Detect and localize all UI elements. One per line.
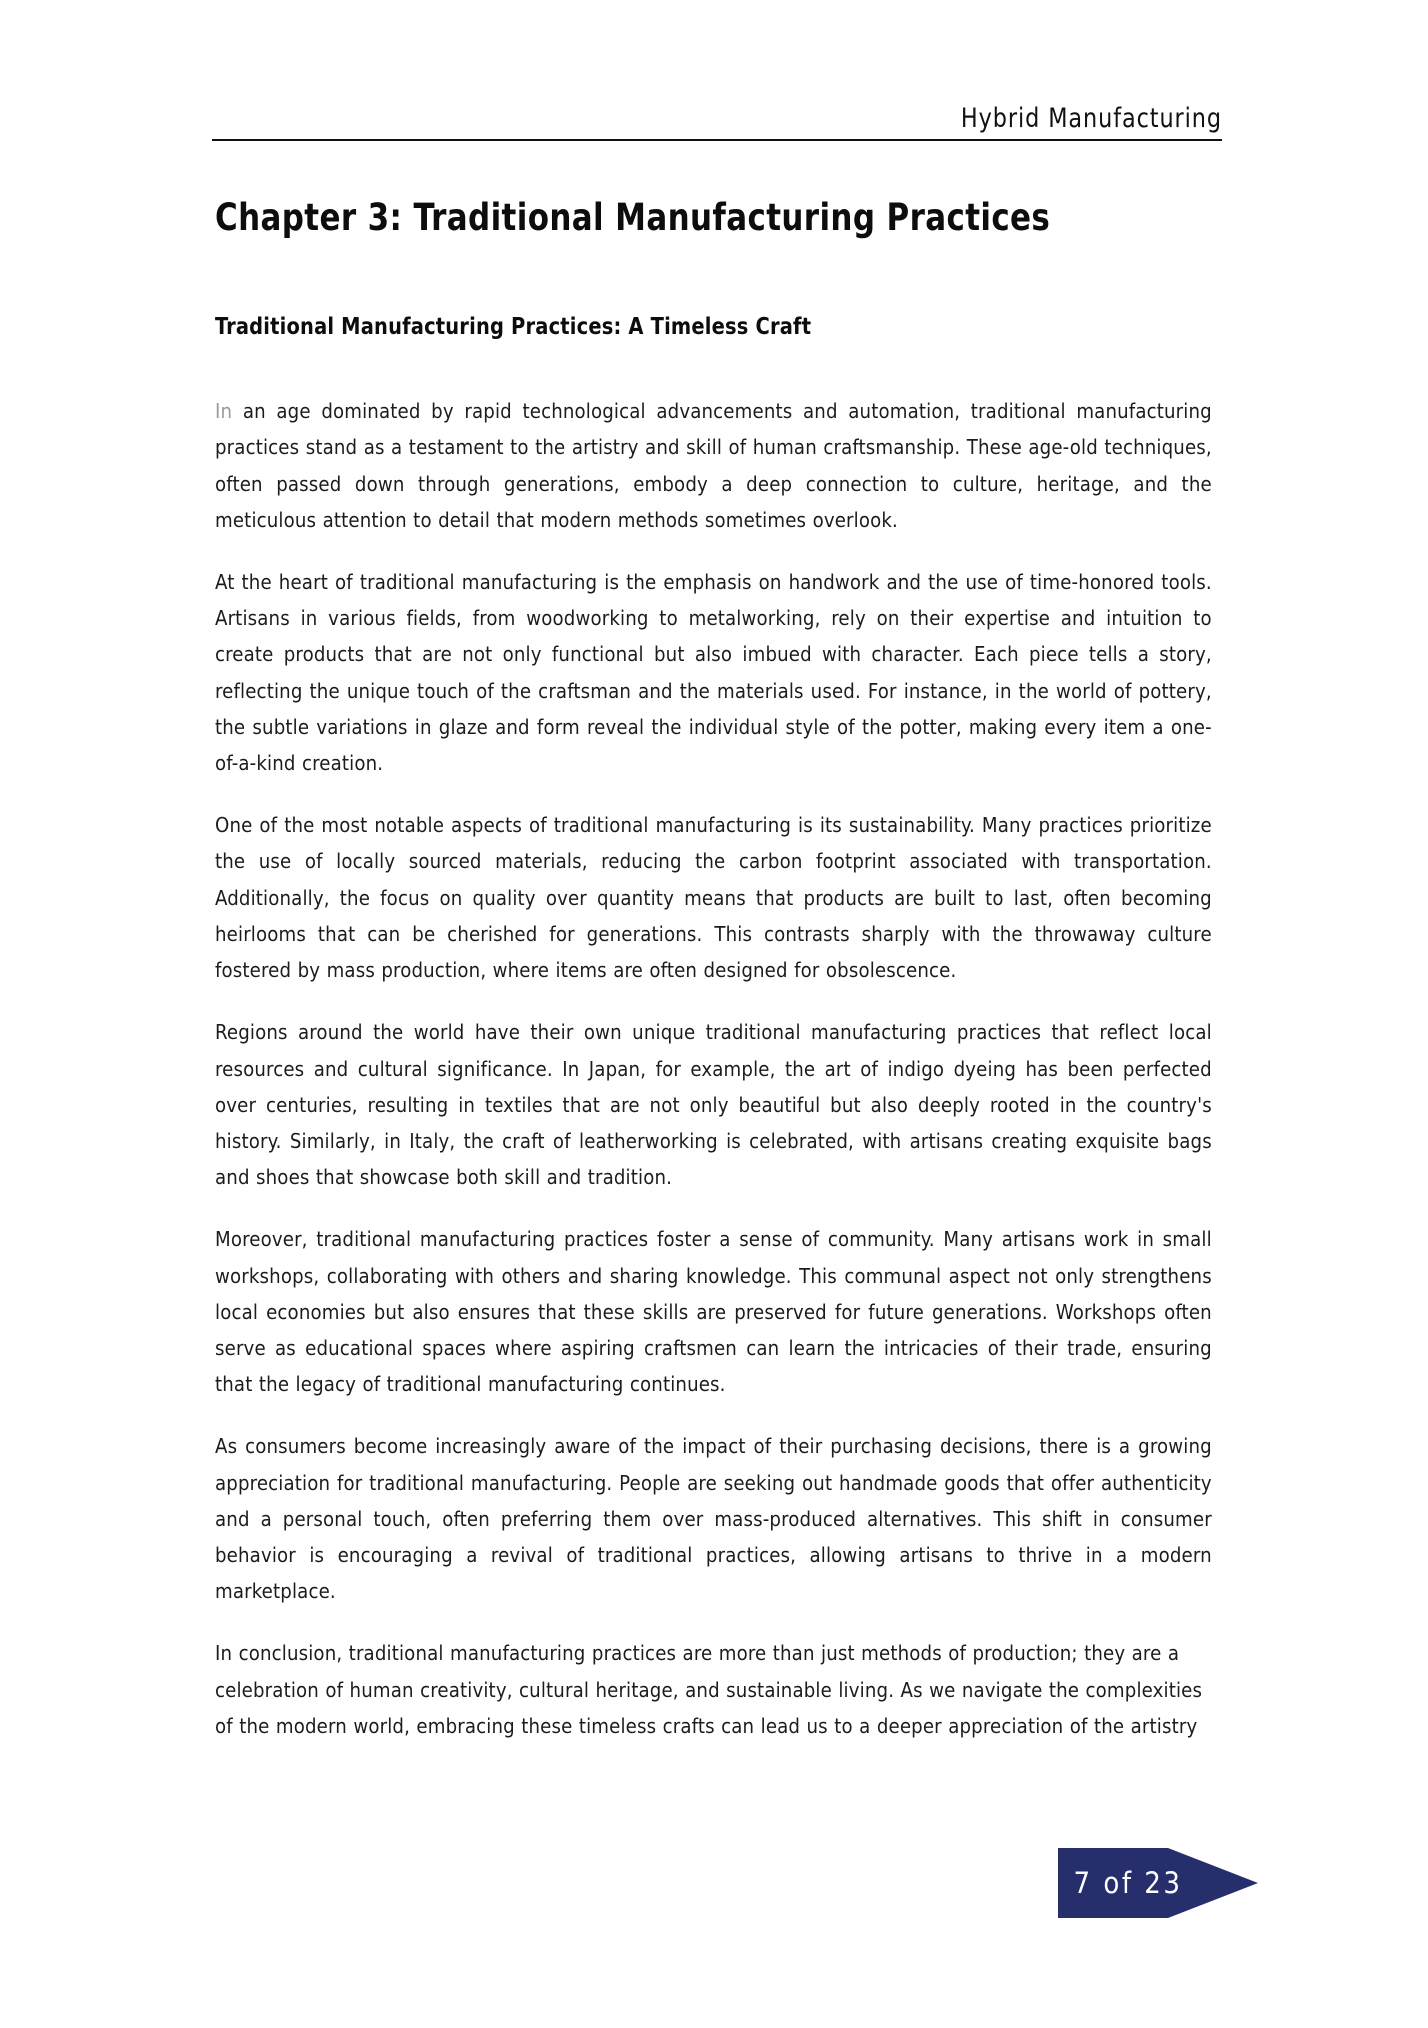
page-content: [215, 196, 1227, 1744]
page-number-badge: [1058, 1848, 1258, 1918]
body-paragraph: One of the most notable aspects of traditional manufacturing is its sustainability. Many practices prioritize the use of locally sourced materials, reducing the carbon footprint associated with transportation. Additionally, the focus on quality over quantity means that products are built to last, often becoming heirlooms that can be cherished for generations. This contrasts sharply with the throwaway culture fostered by mass production, where items are often designed for obsolescence.: [215, 813, 1212, 983]
paragraph-text: an age dominated by rapid technological advancements and automation, traditional manufacturing practices stand as a testament to the artistry and skill of human craftsmanship. These age-old techniques, often passed down through generations, embody a deep connection to culture, heritage, and the meticulous attention to detail that modern methods sometimes overlook.: [215, 399, 1212, 532]
page-number-label: 7 of 23: [1073, 1866, 1183, 1900]
body-paragraph: Moreover, traditional manufacturing practices foster a sense of community. Many artisans work in small workshops, collaborating with others and sharing knowledge. This communal aspect not only strengthens local economies but also ensures that these skills are preserved for future generations. Workshops often serve as educational spaces where aspiring craftsmen can learn the intricacies of their trade, ensuring that the legacy of traditional manufacturing continues.: [215, 1227, 1212, 1397]
body-paragraph: Regions around the world have their own unique traditional manufacturing practices that reflect local resources and cultural significance. In Japan, for example, the art of indigo dyeing has been perfected over centuries, resulting in textiles that are not only beautiful but also deeply rooted in the country's history. Similarly, in Italy, the craft of leatherworking is celebrated, with artisans creating exquisite bags and shoes that showcase both skill and tradition.: [215, 1020, 1212, 1190]
body-paragraph: At the heart of traditional manufacturing is the emphasis on handwork and the use of time-honored tools. Artisans in various fields, from woodworking to metalworking, rely on their expertise and intuition to create products that are not only functional but also imbued with character. Each piece tells a story, reflecting the unique touch of the craftsman and the materials used. For instance, in the world of pottery, the subtle variations in glaze and form reveal the individual style of the potter, making every item a one-of-a-kind creation.: [215, 570, 1212, 776]
paragraph-lead-word: In: [215, 399, 233, 424]
header-divider-rule: [212, 139, 1222, 141]
running-header: [212, 105, 1222, 141]
body-paragraph: In conclusion, traditional manufacturing practices are more than just methods of production; they are a celebration of human creativity, cultural heritage, and sustainable living. As we navigate the complexities of the modern world, embracing these timeless crafts can lead us to a deeper appreciation of the artistry: [215, 1641, 1203, 1738]
chapter-title: Chapter 3: Traditional Manufacturing Practices: [215, 196, 1051, 239]
running-header-title: Hybrid Manufacturing: [960, 103, 1222, 134]
body-paragraph: [215, 393, 1212, 538]
body-paragraph: As consumers become increasingly aware of the impact of their purchasing decisions, there is a growing appreciation for traditional manufacturing. People are seeking out handmade goods that offer authenticity and a personal touch, often preferring them over mass-produced alternatives. This shift in consumer behavior is encouraging a revival of traditional practices, allowing artisans to thrive in a modern marketplace.: [215, 1434, 1212, 1604]
section-heading: Traditional Manufacturing Practices: A Timeless Craft: [215, 313, 812, 340]
